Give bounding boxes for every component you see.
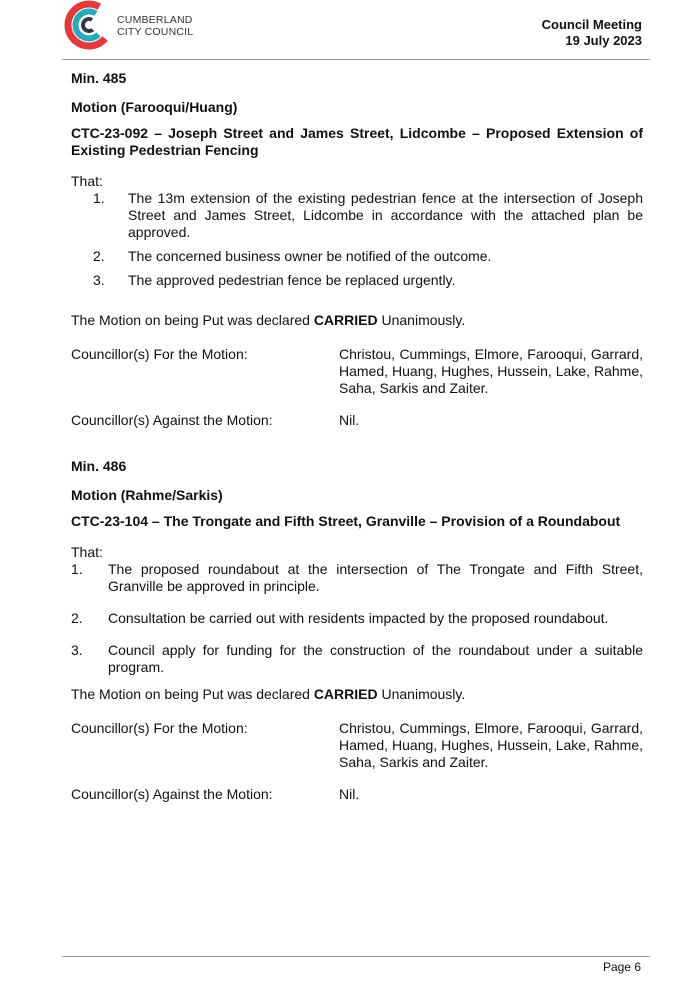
minute-number: Min. 486	[71, 458, 127, 474]
vote-against	[71, 412, 643, 429]
minute-number: Min. 485	[71, 70, 127, 86]
minute-486	[71, 458, 643, 803]
result-status: CARRIED	[313, 312, 378, 328]
header-divider	[62, 59, 650, 60]
minutes-content	[71, 68, 643, 803]
item-number: 3.	[93, 272, 105, 288]
item-text: The 13m extension of the existing pedestrian fence at the intersection of Joseph Street and James Street, Lidcombe in accordance with the attached plan be approved.	[128, 190, 643, 240]
that-label: That:	[71, 544, 103, 560]
motion-result	[71, 312, 643, 329]
item-title: CTC-23-104 – The Trongate and Fifth Street, Granville – Provision of a Roundabout	[71, 513, 621, 529]
vote-against	[71, 786, 643, 803]
vote-for	[71, 720, 643, 771]
meeting-title: Council Meeting	[541, 17, 642, 32]
resolution-list	[71, 190, 643, 289]
resolution-list	[71, 561, 643, 676]
logo-line-2: CITY COUNCIL	[117, 26, 194, 38]
result-suffix: Unanimously.	[377, 312, 466, 328]
item-text: Consultation be carried out with residents impacted by the proposed roundabout.	[108, 610, 609, 626]
minute-485	[71, 70, 643, 429]
vote-for-label: Councillor(s) For the Motion:	[71, 720, 248, 736]
motion-movers: Motion (Rahme/Sarkis)	[71, 487, 223, 503]
meeting-info	[542, 17, 642, 49]
list-item	[71, 190, 643, 241]
item-text: The approved pedestrian fence be replaced urgently.	[128, 272, 456, 288]
item-number: 2.	[93, 248, 105, 264]
list-item	[71, 561, 643, 595]
vote-against-label: Councillor(s) Against the Motion:	[71, 412, 273, 428]
list-item	[71, 272, 643, 289]
vote-against-names: Nil.	[339, 786, 360, 802]
council-logo-icon	[64, 0, 114, 50]
item-number: 2.	[71, 610, 83, 626]
vote-for-label: Councillor(s) For the Motion:	[71, 346, 248, 362]
item-text: The concerned business owner be notified of the outcome.	[128, 248, 492, 264]
vote-for	[71, 346, 643, 397]
result-status: CARRIED	[313, 686, 378, 702]
that-label: That:	[71, 173, 103, 189]
item-text: The proposed roundabout at the intersection of The Trongate and Fifth Street, Granville be approved in principle.	[108, 561, 643, 594]
vote-against-names: Nil.	[339, 412, 360, 428]
result-prefix: The Motion on being Put was declared	[71, 312, 314, 328]
item-number: 1.	[93, 190, 105, 206]
page-number: Page 6	[602, 960, 641, 974]
motion-movers: Motion (Farooqui/Huang)	[71, 99, 238, 115]
vote-for-names: Christou, Cummings, Elmore, Farooqui, Garrard, Hamed, Huang, Hughes, Hussein, Lake, Rahme, Saha, Sarkis and Zaiter.	[339, 346, 643, 396]
vote-for-names: Christou, Cummings, Elmore, Farooqui, Garrard, Hamed, Huang, Hughes, Hussein, Lake, Rahme, Saha, Sarkis and Zaiter.	[339, 720, 643, 770]
item-text: Council apply for funding for the construction of the roundabout under a suitable program.	[108, 642, 643, 675]
list-item	[71, 610, 643, 627]
vote-against-label: Councillor(s) Against the Motion:	[71, 786, 273, 802]
council-logo-text	[117, 14, 193, 38]
motion-result	[71, 686, 643, 703]
list-item	[71, 642, 643, 676]
result-prefix: The Motion on being Put was declared	[71, 686, 314, 702]
item-title: CTC-23-092 – Joseph Street and James Street, Lidcombe – Proposed Extension of Existing Pedestrian Fencing	[71, 125, 643, 158]
footer-divider	[62, 956, 650, 957]
item-number: 3.	[71, 642, 83, 658]
page-header	[0, 0, 682, 62]
result-suffix: Unanimously.	[377, 686, 466, 702]
meeting-date: 19 July 2023	[565, 33, 642, 48]
list-item	[71, 248, 643, 265]
item-number: 1.	[71, 561, 83, 577]
logo-line-1: CUMBERLAND	[117, 14, 193, 26]
